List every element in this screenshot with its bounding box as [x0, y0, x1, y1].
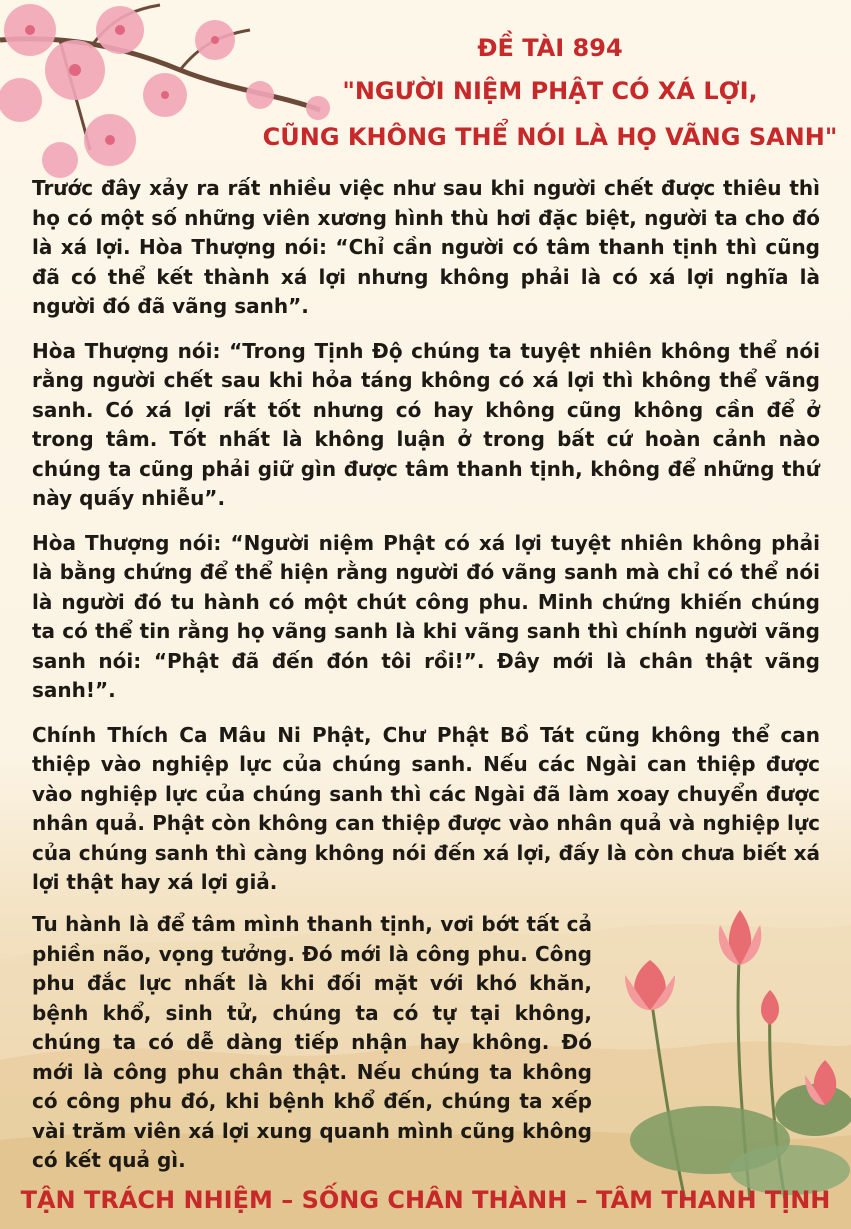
topic-number: ĐỀ TÀI 894 [477, 34, 623, 62]
paragraph-2: Hòa Thượng nói: “Trong Tịnh Độ chúng ta tuyệt nhiên không thể nói rằng người chết sau khi hỏa táng không có xá lợi thì không thể vãng sanh. Có xá lợi rất tốt nhưng có hay không cũng không cần để ở trong tâm. Tốt nhất là không luận ở trong bất cứ hoàn cảnh nào chúng ta cũng phải giữ gìn được tâm thanh tịnh, không để những thứ này quấy nhiễu”. [32, 338, 820, 510]
article-body [32, 174, 820, 913]
paragraph-5: Tu hành là để tâm mình thanh tịnh, vơi bớt tất cả phiền não, vọng tưởng. Đó mới là công phu. Công phu đắc lực nhất là khi đối mặt với khó khăn, bệnh khổ, sinh tử, chúng ta có tự tại không, chúng ta có dễ dàng tiếp nhận hay không. Đó mới là công phu chân thật. Nếu chúng ta không có công phu đó, khi bệnh khổ đến, chúng ta xếp vài trăm viên xá lợi xung quanh mình cũng không có kết quả gì. [32, 912, 592, 1172]
title-line-1: "NGƯỜI NIỆM PHẬT CÓ XÁ LỢI, [342, 77, 758, 105]
title-block [260, 28, 840, 160]
footer-motto: TẬN TRÁCH NHIỆM – SỐNG CHÂN THÀNH – TÂM THANH TỊNH [20, 1186, 831, 1214]
paragraph-4: Chính Thích Ca Mâu Ni Phật, Chư Phật Bồ Tát cũng không thể can thiệp vào nghiệp lực của chúng sanh. Nếu các Ngài can thiệp được vào nghiệp lực của chúng sanh thì các Ngài đã làm xoay chuyển được nhân quả. Phật còn không can thiệp được vào nhân quả và nghiệp lực của chúng sanh thì càng không nói đến xá lợi, đấy là còn chưa biết xá lợi thật hay xá lợi giả. [32, 722, 820, 894]
paragraph-1: Trước đây xảy ra rất nhiều việc như sau khi người chết được thiêu thì họ có một số những viên xương hình thù hơi đặc biệt, người ta cho đó là xá lợi. Hòa Thượng nói: “Chỉ cần người có tâm thanh tịnh thì cũng đã có thể kết thành xá lợi nhưng không phải là có xá lợi nghĩa là người đó đã vãng sanh”. [32, 176, 820, 318]
title-line-2: CŨNG KHÔNG THỂ NÓI LÀ HỌ VÃNG SANH" [262, 123, 838, 151]
paragraph-3: Hòa Thượng nói: “Người niệm Phật có xá lợi tuyệt nhiên không phải là bằng chứng để thể hiện rằng người đó vãng sanh mà chỉ có thể nói là người đó tu hành có một chút công phu. Minh chứng khiến chúng ta có thể tin rằng họ vãng sanh là khi vãng sanh thì chính người vãng sanh nói: “Phật đã đến đón tôi rồi!”. Đây mới là chân thật vãng sanh!”. [32, 530, 820, 702]
lotus-flowers-icon [590, 900, 851, 1200]
